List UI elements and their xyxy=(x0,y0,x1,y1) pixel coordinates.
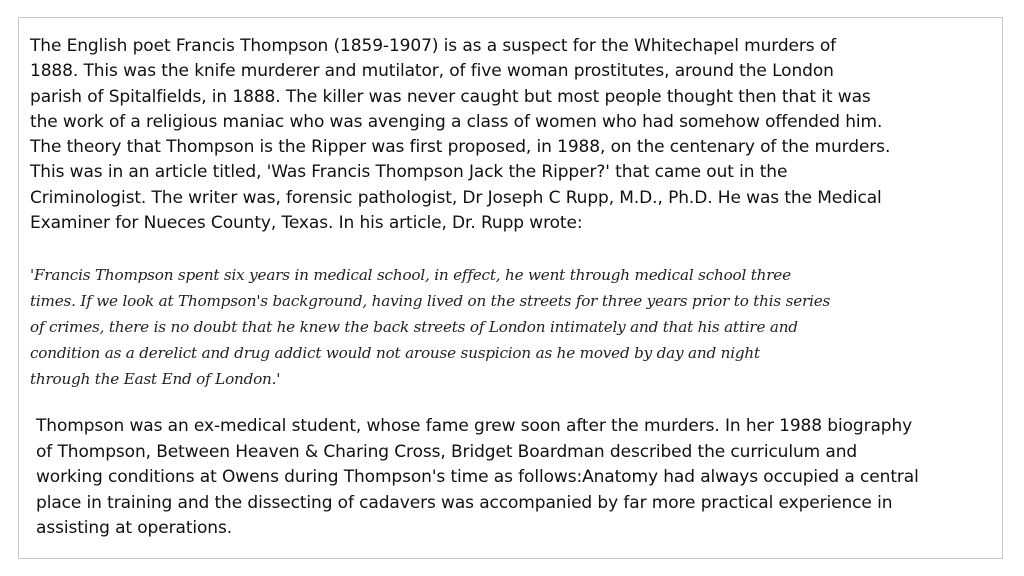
intro-paragraph xyxy=(30,34,975,236)
paragraph-line: the work of a religious maniac who was avenging a class of women who had somehow offended him. xyxy=(30,111,883,132)
paragraph-line: assisting at operations. xyxy=(36,518,233,538)
boardman-paragraph xyxy=(36,414,996,542)
paragraph-line: of Thompson, Between Heaven & Charing Cross, Bridget Boardman described the curriculum and xyxy=(36,441,858,462)
rupp-quote xyxy=(30,262,975,392)
quote-line: through the East End of London.' xyxy=(30,370,281,388)
paragraph-line: This was in an article titled, 'Was Francis Thompson Jack the Ripper?' that came out in the xyxy=(30,162,788,183)
quote-line: of crimes, there is no doubt that he knew the back streets of London intimately and that his attire and xyxy=(30,318,798,336)
quote-line: 'Francis Thompson spent six years in medical school, in effect, he went through medical school three xyxy=(30,266,791,284)
paragraph-line: place in training and the dissecting of cadavers was accompanied by far more practical experience in xyxy=(36,492,893,513)
paragraph-line: The theory that Thompson is the Ripper was first proposed, in 1988, on the centenary of the murders. xyxy=(30,137,891,158)
quote-line: condition as a derelict and drug addict would not arouse suspicion as he moved by day and night xyxy=(30,344,760,362)
paragraph-line: Thompson was an ex-medical student, whose fame grew soon after the murders. In her 1988 biography xyxy=(36,416,913,436)
paragraph-line: Criminologist. The writer was, forensic pathologist, Dr Joseph C Rupp, M.D., Ph.D. He was the Medical xyxy=(30,187,882,208)
paragraph-line: parish of Spitalfields, in 1888. The killer was never caught but most people thought then that it was xyxy=(30,86,871,107)
paragraph-line: Examiner for Nueces County, Texas. In his article, Dr. Rupp wrote: xyxy=(30,213,583,234)
paragraph-line: working conditions at Owens during Thompson's time as follows:Anatomy had always occupied a central xyxy=(36,467,919,487)
quote-line: times. If we look at Thompson's background, having lived on the streets for three years prior to this series xyxy=(30,292,831,310)
paragraph-line: The English poet Francis Thompson (1859-1907) is as a suspect for the Whitechapel murders of xyxy=(30,36,837,56)
paragraph-line: 1888. This was the knife murderer and mutilator, of five woman prostitutes, around the London xyxy=(30,61,834,82)
